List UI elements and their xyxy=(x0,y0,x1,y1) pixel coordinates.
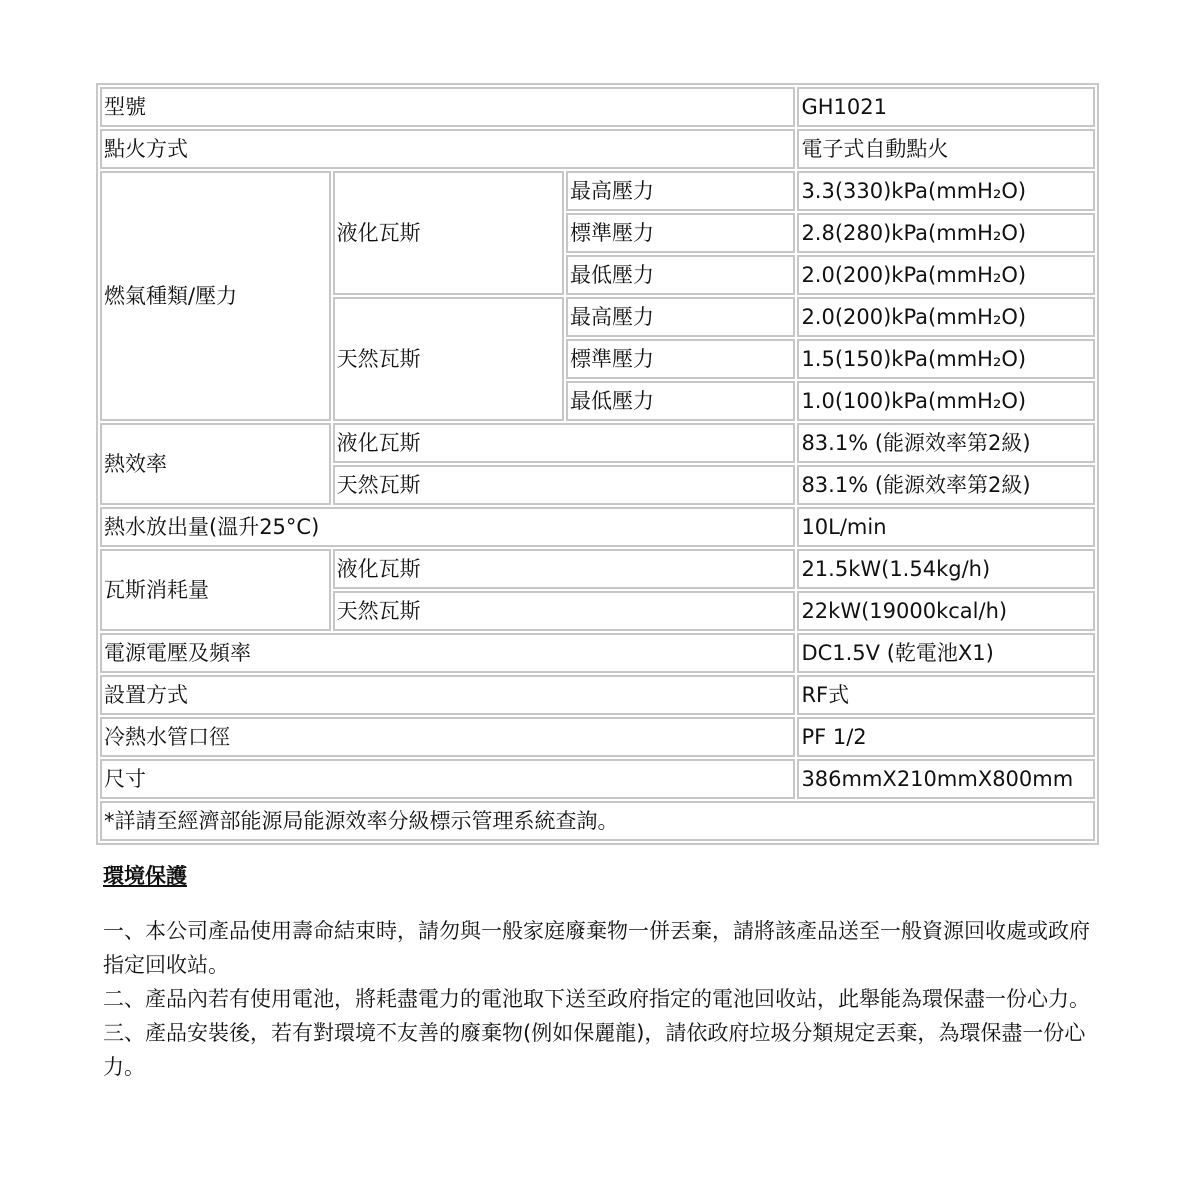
power-label: 電源電壓及頻率 xyxy=(100,633,795,673)
pressure-min-label: 最低壓力 xyxy=(566,255,795,295)
table-row xyxy=(100,549,1095,589)
size-label: 尺寸 xyxy=(100,759,795,799)
table-row xyxy=(100,507,1095,547)
table-row xyxy=(100,129,1095,169)
install-value: RF式 xyxy=(797,675,1095,715)
efficiency-ng-value: 83.1% (能源效率第2級) xyxy=(797,465,1095,505)
ng-min-value: 1.0(100)kPa(mmH₂O) xyxy=(797,381,1095,421)
pressure-std-label: 標準壓力 xyxy=(566,339,795,379)
ng-max-value: 2.0(200)kPa(mmH₂O) xyxy=(797,297,1095,337)
ng-label: 天然瓦斯 xyxy=(333,297,564,421)
spec-table xyxy=(96,83,1099,845)
pipe-value: PF 1/2 xyxy=(797,717,1095,757)
lpg-min-value: 2.0(200)kPa(mmH₂O) xyxy=(797,255,1095,295)
table-row xyxy=(100,633,1095,673)
pressure-max-label: 最高壓力 xyxy=(566,171,795,211)
environment-paragraph-2: 二、產品內若有使用電池，將耗盡電力的電池取下送至政府指定的電池回收站，此舉能為環保盡一份心力。 xyxy=(103,987,1090,1011)
footnote: *詳請至經濟部能源局能源效率分級標示管理系統查詢。 xyxy=(100,801,1095,841)
size-value: 386mmX210mmX800mm xyxy=(797,759,1095,799)
consumption-ng-value: 22kW(19000kcal/h) xyxy=(797,591,1095,631)
ignition-label: 點火方式 xyxy=(100,129,795,169)
consumption-ng-label: 天然瓦斯 xyxy=(333,591,796,631)
install-label: 設置方式 xyxy=(100,675,795,715)
environment-paragraph-3: 三、產品安裝後，若有對環境不友善的廢棄物(例如保麗龍)，請依政府垃圾分類規定丟棄，為環保盡一份心力。 xyxy=(103,1021,1086,1079)
environment-paragraph-1: 一、本公司產品使用壽命結束時，請勿與一般家庭廢棄物一併丟棄，請將該產品送至一般資源回收處或政府指定回收站。 xyxy=(103,919,1090,977)
gas-label: 燃氣種類/壓力 xyxy=(100,171,331,421)
model-label: 型號 xyxy=(100,87,795,127)
pipe-label: 冷熱水管口徑 xyxy=(100,717,795,757)
table-row xyxy=(100,171,1095,211)
environment-section xyxy=(103,858,1103,1084)
consumption-lpg-label: 液化瓦斯 xyxy=(333,549,796,589)
table-row xyxy=(100,717,1095,757)
pressure-min-label: 最低壓力 xyxy=(566,381,795,421)
pressure-std-label: 標準壓力 xyxy=(566,213,795,253)
table-row xyxy=(100,675,1095,715)
efficiency-ng-label: 天然瓦斯 xyxy=(333,465,796,505)
consumption-lpg-value: 21.5kW(1.54kg/h) xyxy=(797,549,1095,589)
efficiency-lpg-value: 83.1% (能源效率第2級) xyxy=(797,423,1095,463)
consumption-label: 瓦斯消耗量 xyxy=(100,549,331,631)
power-value: DC1.5V (乾電池X1) xyxy=(797,633,1095,673)
environment-title: 環境保護 xyxy=(103,864,187,888)
pressure-max-label: 最高壓力 xyxy=(566,297,795,337)
lpg-label: 液化瓦斯 xyxy=(333,171,564,295)
lpg-std-value: 2.8(280)kPa(mmH₂O) xyxy=(797,213,1095,253)
ignition-value: 電子式自動點火 xyxy=(797,129,1095,169)
efficiency-lpg-label: 液化瓦斯 xyxy=(333,423,796,463)
ng-std-value: 1.5(150)kPa(mmH₂O) xyxy=(797,339,1095,379)
table-row xyxy=(100,87,1095,127)
efficiency-label: 熱效率 xyxy=(100,423,331,505)
spec-table-container xyxy=(96,83,1099,845)
output-label: 熱水放出量(溫升25°C) xyxy=(100,507,795,547)
table-row xyxy=(100,423,1095,463)
output-value: 10L/min xyxy=(797,507,1095,547)
table-row xyxy=(100,759,1095,799)
model-value: GH1021 xyxy=(797,87,1095,127)
table-row xyxy=(100,801,1095,841)
lpg-max-value: 3.3(330)kPa(mmH₂O) xyxy=(797,171,1095,211)
